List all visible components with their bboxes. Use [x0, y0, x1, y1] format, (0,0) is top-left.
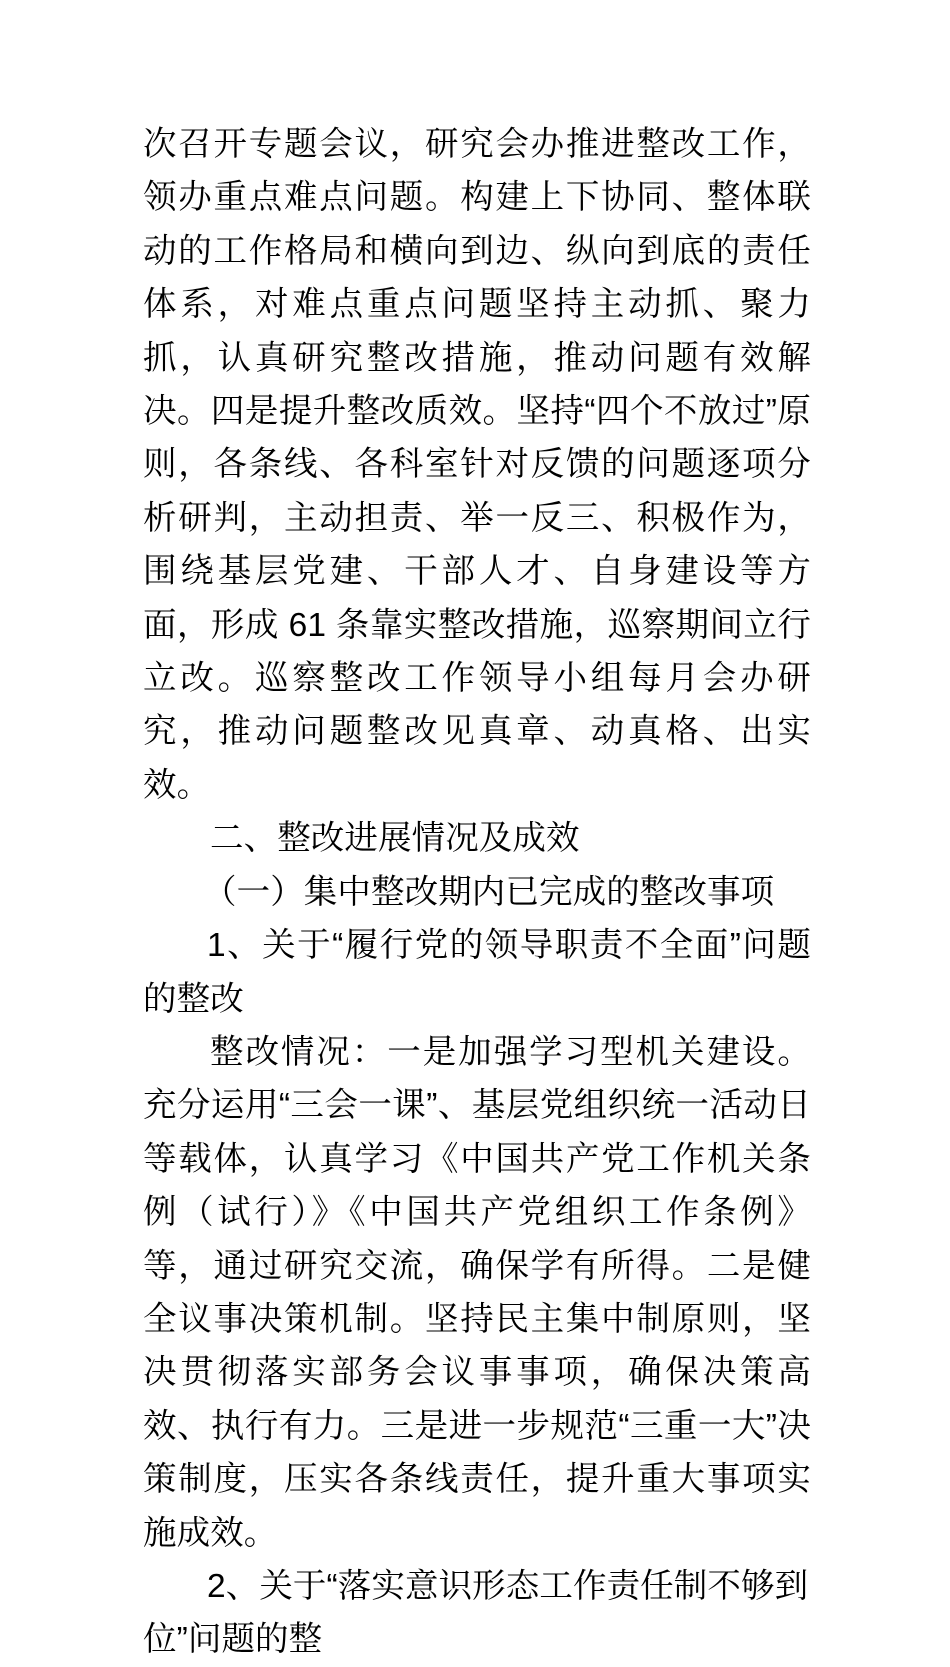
paragraph-continuation: 次召开专题会议，研究会办推进整改工作，领办重点难点问题。构建上下协同、整体联动的工作格局和横向到边、纵向到底的责任体系，对难点重点问题坚持主动抓、聚力抓，认真研究整改措施，推动问题有效解决。四是提升整改质效。坚持“四个不放过”原则，各条线、各科室针对反馈的问题逐项分析研判，主动担责、举一反三、积极作为，围绕基层党建、干部人才、自身建设等方面，形成 61 条靠实整改措施，巡察期间立行立改。巡察整改工作领导小组每月会办研究，推动问题整改见真章、动真格、出实效。	[143, 126, 811, 804]
numbered-item-2-heading: 2、关于“落实意识形态工作责任制不够到位”问题的整	[143, 1567, 809, 1659]
document-text-column	[143, 118, 811, 1667]
section-heading-level-1: 二、整改进展情况及成效	[210, 820, 580, 858]
numbered-item-1-heading: 1、关于“履行党的领导职责不全面”问题的整改	[143, 927, 811, 1018]
numbered-item-1-body: 整改情况：一是加强学习型机关建设。充分运用“三会一课”、基层党组织统一活动日等载体，认真学习《中国共产党工作机关条例（试行）》《中国共产党组织工作条例》等，通过研究交流，确保学有所得。二是健全议事决策机制。坚持民主集中制原则，坚决贯彻落实部务会议事事项，确保决策高效、执行有力。三是进一步规范“三重一大”决策制度，压实各条线责任，提升重大事项实施成效。	[143, 1033, 811, 1552]
section-heading-level-2: （一）集中整改期内已完成的整改事项	[203, 873, 775, 911]
